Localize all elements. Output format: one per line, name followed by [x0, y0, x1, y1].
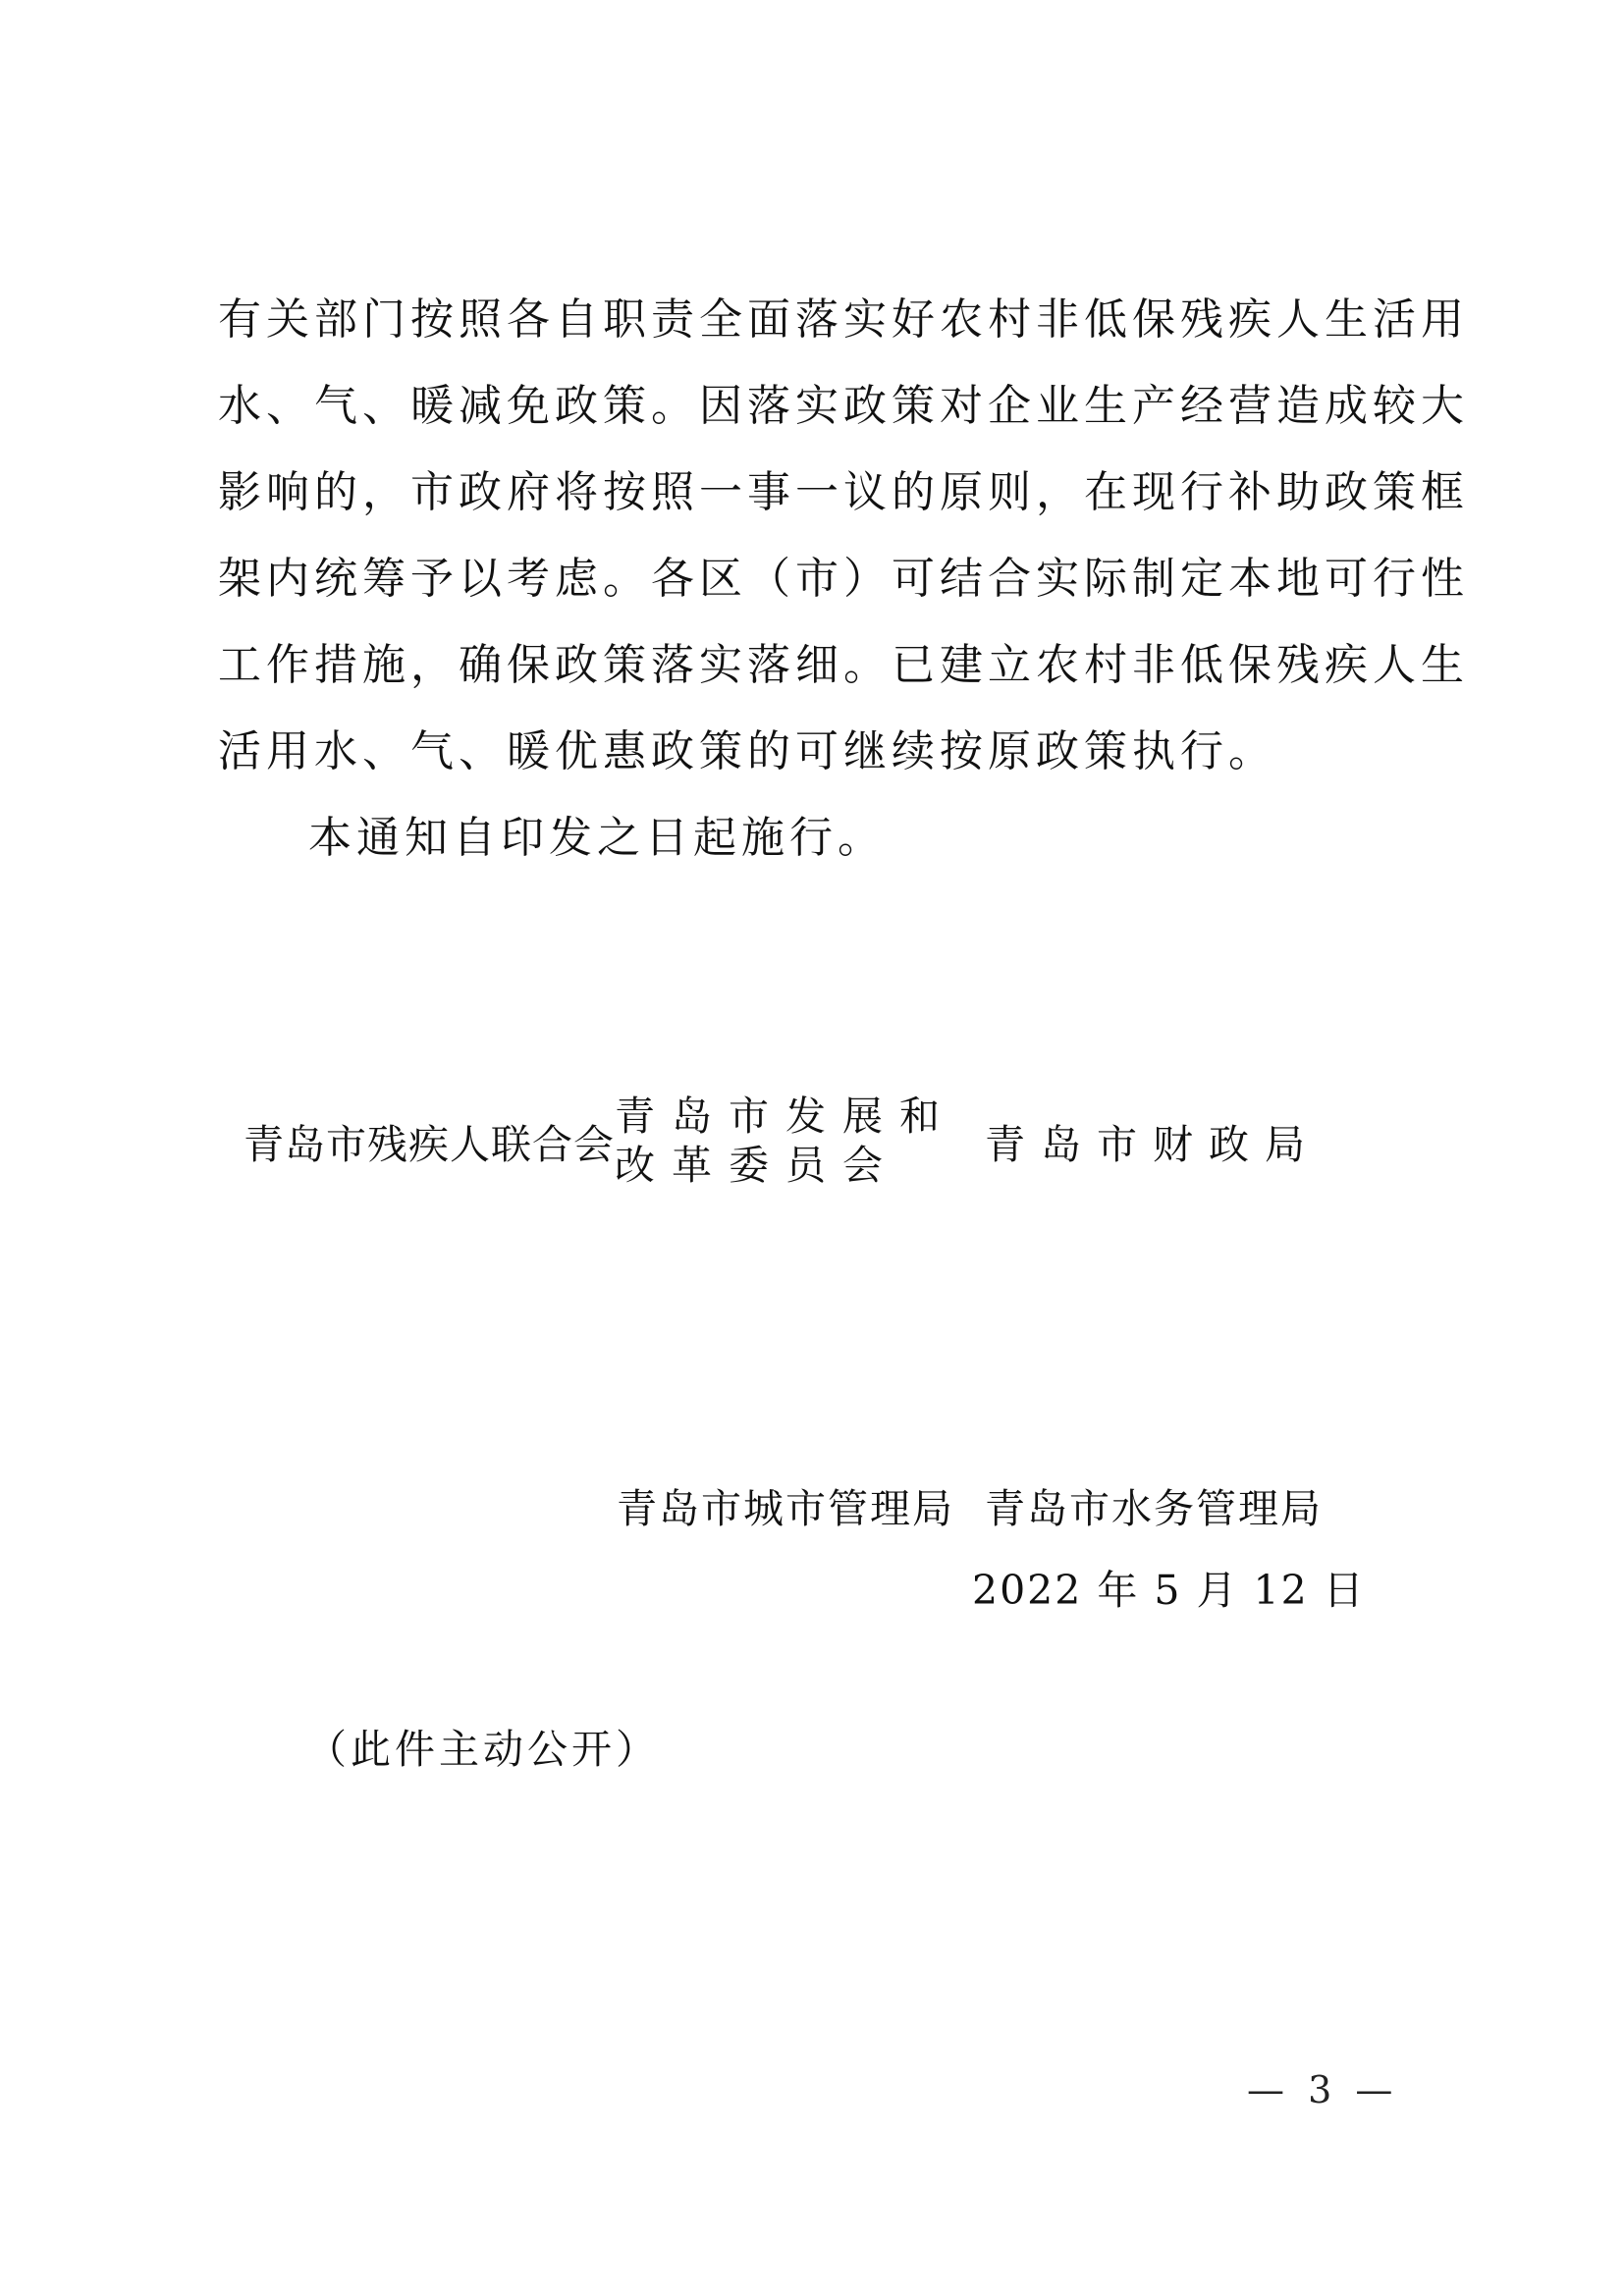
- signatory-line: 青岛市发展和: [615, 1093, 956, 1140]
- body-line: 架内统筹予以考虑。各区（市）可结合实际制定本地可行性: [218, 554, 1469, 604]
- issue-date: 2022 年 5 月 12 日: [972, 1567, 1366, 1614]
- body-line: 水、气、暖减免政策。因落实政策对企业生产经营造成较大: [218, 381, 1469, 431]
- body-line: 影响的，市政府将按照一事一议的原则，在现行补助政策框: [218, 467, 1469, 517]
- body-line: 活用水、气、暖优惠政策的可继续按原政策执行。: [218, 726, 1276, 776]
- body-line: 工作措施，确保政策落实落细。已建立农村非低保残疾人生: [218, 640, 1469, 690]
- page-number: — 3 —: [1247, 2068, 1399, 2111]
- signatory-disabled-federation: 青岛市残疾人联合会: [244, 1121, 615, 1168]
- signatory-urban-management: 青岛市城市管理局: [617, 1485, 954, 1532]
- signatory-water-affairs: 青岛市水务管理局: [985, 1485, 1323, 1532]
- disclosure-note: （此件主动公开）: [306, 1726, 660, 1773]
- closing-statement: 本通知自印发之日起施行。: [308, 813, 886, 863]
- notice-body: [218, 277, 1469, 881]
- signatory-line: 改革委员会: [615, 1142, 899, 1189]
- body-line: 有关部门按照各自职责全面落实好农村非低保残疾人生活用: [218, 294, 1469, 345]
- signatory-development-reform: [615, 1092, 956, 1190]
- signatory-finance-bureau: 青岛市财政局: [985, 1121, 1321, 1168]
